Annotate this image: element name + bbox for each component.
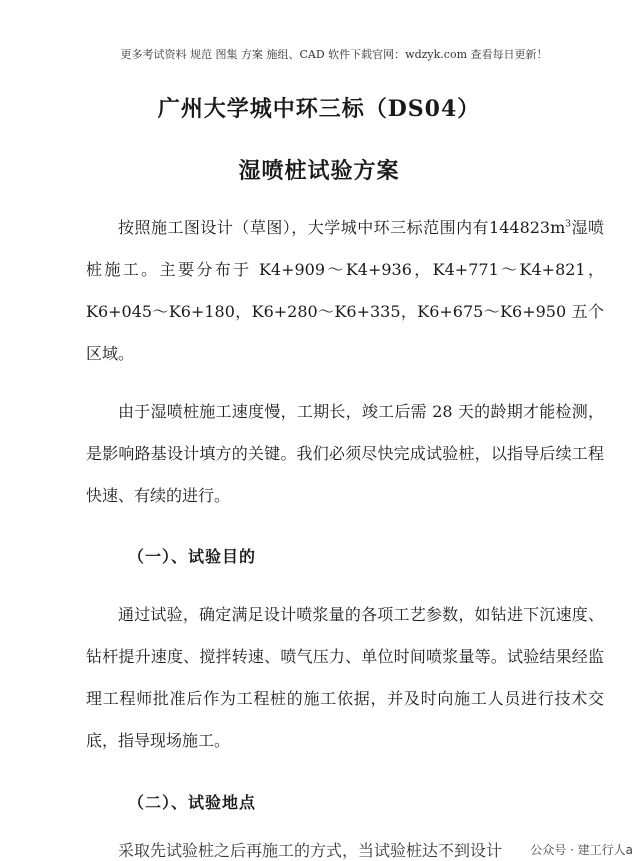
download-banner: 更多考试资料 规范 图集 方案 施组、CAD 软件下载官网：wdzyk.com 查看每日更新！ bbox=[120, 48, 548, 61]
account-watermark: 公众号 · 建工行人a bbox=[527, 840, 636, 859]
unit-superscript: 3 bbox=[565, 219, 572, 230]
section-heading-purpose: （一）、试验目的 bbox=[128, 547, 257, 566]
paragraph-purpose: 通过试验，确定满足设计喷浆量的各项工艺参数，如钻进下沉速度、钻杆提升速度、搅拌转速、喷气压力、单位时间喷浆量等。试验结果经监理工程师批准后作为工程桩的施工依据，并及时向施工人员进行技术交底，指导现场施工。 bbox=[86, 605, 604, 750]
document-subtitle: 湿喷桩试验方案 bbox=[238, 158, 400, 184]
paragraph-intro-part1: 按照施工图设计（草图），大学城中环三标范围内有144823m bbox=[118, 218, 566, 237]
paragraph-intro-part2: 湿喷桩施工。主要分布于 K4+909～K4+936，K4+771～K4+821，K6+045～K6+180，K6+280～K6+335，K6+675～K6+950 五个区域。 bbox=[86, 218, 604, 363]
paragraph-reason: 由于湿喷桩施工速度慢，工期长，竣工后需 28 天的龄期才能检测，是影响路基设计填方的关键。我们必须尽快完成试验桩，以指导后续工程快速、有续的进行。 bbox=[86, 402, 604, 505]
paragraph-location-partial: 采取先试验桩之后再施工的方式，当试验桩达不到设计 bbox=[118, 841, 503, 860]
section-heading-location: （二）、试验地点 bbox=[128, 793, 257, 812]
document-title: 广州大学城中环三标（DS04） bbox=[157, 96, 481, 122]
paragraph-intro bbox=[86, 207, 604, 375]
